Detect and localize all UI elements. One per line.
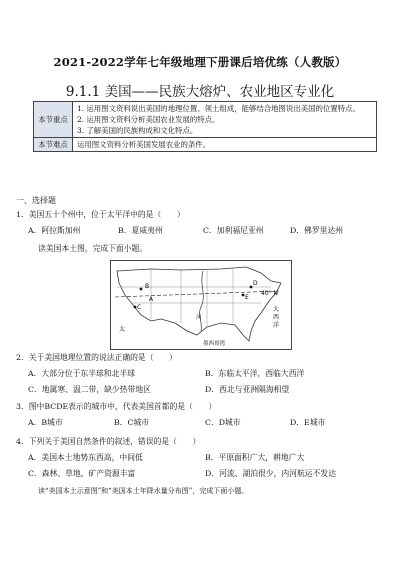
question-2-option-d[interactable]: D．西北与亚洲隔海相望 [205,385,290,394]
map-label-yang: 洋 [273,322,280,329]
section-title: 一、选择题 [16,196,56,205]
map-label-da: 大 [273,306,280,313]
focus-item: 2. 运用图文资料分析美国农业发展的特点。 [77,115,220,124]
question-4-option-b[interactable]: B．平原面积广大，耕地广大 [205,453,305,462]
map-label-tai: 太 [119,326,126,333]
question-3-option-c[interactable]: C．D城市 [205,418,241,427]
page-title: 2021-2022学年七年级地理下册课后培优练（人教版） [53,55,347,69]
question-4-option-c[interactable]: C．森林、草地，矿产资源丰富 [28,469,136,478]
map-label-d: D [253,280,258,287]
map-label-c: C [137,304,142,311]
focus-row [34,102,377,138]
focus-content [73,102,377,138]
map-label-xi: 西 [273,314,280,321]
map-label-river: 河 [196,315,202,321]
difficulty-content: 运用图文资料分析美国发展农业的条件。 [73,138,377,152]
question-2-option-c[interactable]: C．地属寒、温二带，缺少热带地区 [28,385,151,394]
latitude-line [115,291,279,297]
question-1-option-d[interactable]: D．佛罗里达州 [290,226,344,235]
map-label-e: E [245,294,249,301]
river-line [200,271,204,331]
focus-item: 1. 运用图文资料说出美国的地理位置、领土组成，能够结合地图说出美国的位置特点。 [77,104,360,113]
question-2-option-b[interactable]: B．东临太平洋，西临大西洋 [205,369,305,378]
question-1-stem: 1．美国五十个州中，位于太平洋中的是（ ） [16,210,185,219]
us-mainland-map [110,260,292,350]
question-2-option-a[interactable]: A．大部分位于东半球和北半球 [28,369,135,378]
question-4-stem: 4．下列关于美国自然条件的叙述，错误的是（ ） [16,437,201,446]
difficulty-row [34,138,377,152]
difficulty-label: 本节难点 [34,138,73,152]
map-label-latitude: 40° N [261,290,279,297]
map-label-gulf: 墨西哥湾 [203,341,226,347]
question-3-stem: 3．图中BCDE表示的城市中，代表美国首都的是（ ） [16,402,217,411]
question-3-option-b[interactable]: B．C城市 [114,418,150,427]
city-b-dot [140,288,143,291]
city-d-dot [250,286,253,289]
objectives-table [33,101,377,152]
city-c-dot [134,306,137,309]
question-1-option-a[interactable]: A．阿拉斯加州 [28,226,81,235]
question-2-stem: 2．关于美国地理位置的说法正确的是（ ） [16,353,177,362]
question-1-option-b[interactable]: B．夏威夷州 [118,226,163,235]
question-3-option-a[interactable]: A．B城市 [28,418,63,427]
focus-item: 3. 了解美国的民族构成和文化特点。 [77,126,198,135]
read-intro: 读“美国本土示意图”和“美国本土年降水量分布图”，完成下面小题。 [38,487,249,495]
city-e-dot [242,294,245,297]
focus-label: 本节重点 [34,102,73,138]
question-4-option-d[interactable]: D．河流、湖泊很少，内河航运不发达 [205,469,336,478]
question-1-option-c[interactable]: C．加利福尼亚州 [203,226,264,235]
map-label-b: B [145,283,150,290]
question-4-option-a[interactable]: A．美国本土地势东西高，中间低 [28,453,143,462]
us-map-graphic [111,261,291,349]
map-label-a: A [149,296,154,303]
us-outline [117,267,281,341]
lesson-subtitle: 9.1.1 美国——民族大熔炉、农业地区专业化 [65,84,335,100]
question-3-option-d[interactable]: D．E城市 [290,418,326,427]
map-intro: 读美国本土图，完成下面小题。 [38,244,148,253]
